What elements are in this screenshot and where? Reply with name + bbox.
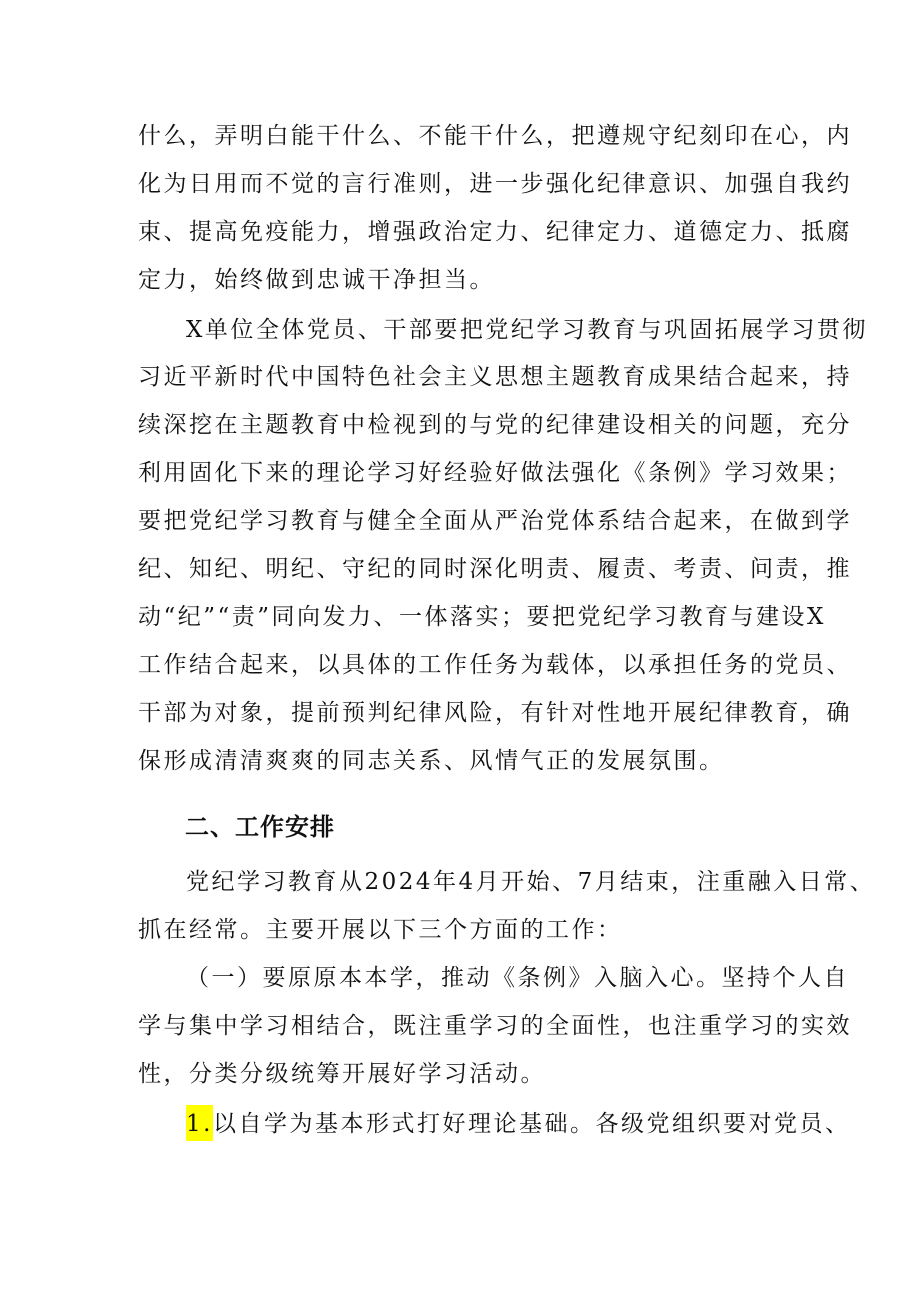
paragraph-3-line-2: 抓在经常。主要开展以下三个方面的工作： <box>138 917 623 943</box>
paragraph-3-line-1: 党纪学习教育从2024年4月开始、7月结束，注重融入日常、 <box>186 869 876 895</box>
paragraph-1-line-3: 束、提高免疫能力，增强政治定力、纪律定力、道德定力、抵腐 <box>138 219 852 245</box>
paragraph-2-line-2: 习近平新时代中国特色社会主义思想主题教育成果结合起来，持 <box>138 364 852 390</box>
paragraph-1-line-4: 定力，始终做到忠诚干净担当。 <box>138 267 495 293</box>
paragraph-1-line-1: 什么，弄明白能干什么、不能干什么，把遵规守纪刻印在心，内 <box>138 123 852 149</box>
paragraph-2-line-8: 工作结合起来，以具体的工作任务为载体，以承担任务的党员、 <box>138 652 852 678</box>
paragraph-5-text: 以自学为基本形式打好理论基础。各级党组织要对党员、 <box>212 1111 851 1137</box>
paragraph-2-line-3: 续深挖在主题教育中检视到的与党的纪律建设相关的问题，充分 <box>138 412 852 438</box>
paragraph-4-line-3: 性，分类分级统筹开展好学习活动。 <box>138 1061 546 1087</box>
section-heading: 二、工作安排 <box>185 813 335 841</box>
paragraph-4-line-2: 学与集中学习相结合，既注重学习的全面性，也注重学习的实效 <box>138 1013 852 1039</box>
paragraph-1-line-2: 化为日用而不觉的言行准则，进一步强化纪律意识、加强自我约 <box>138 171 852 197</box>
paragraph-2-line-5: 要把党纪学习教育与健全全面从严治党体系结合起来，在做到学 <box>138 508 852 534</box>
paragraph-5-line-1 <box>186 1108 851 1140</box>
list-number-highlight: 1. <box>186 1105 213 1141</box>
paragraph-2-line-6: 纪、知纪、明纪、守纪的同时深化明责、履责、考责、问责，推 <box>138 556 852 582</box>
paragraph-2-line-7: 动“纪”“责”同向发力、一体落实；要把党纪学习教育与建设X <box>138 604 826 630</box>
paragraph-2-line-10: 保形成清清爽爽的同志关系、风情气正的发展氛围。 <box>138 748 725 774</box>
paragraph-2-line-9: 干部为对象，提前预判纪律风险，有针对性地开展纪律教育，确 <box>138 700 852 726</box>
paragraph-2-line-1: X单位全体党员、干部要把党纪学习教育与巩固拓展学习贯彻 <box>186 317 868 343</box>
paragraph-4-line-1: （一）要原原本本学，推动《条例》入脑入心。坚持个人自 <box>186 965 849 991</box>
paragraph-2-line-4: 利用固化下来的理论学习好经验好做法强化《条例》学习效果； <box>138 460 852 486</box>
